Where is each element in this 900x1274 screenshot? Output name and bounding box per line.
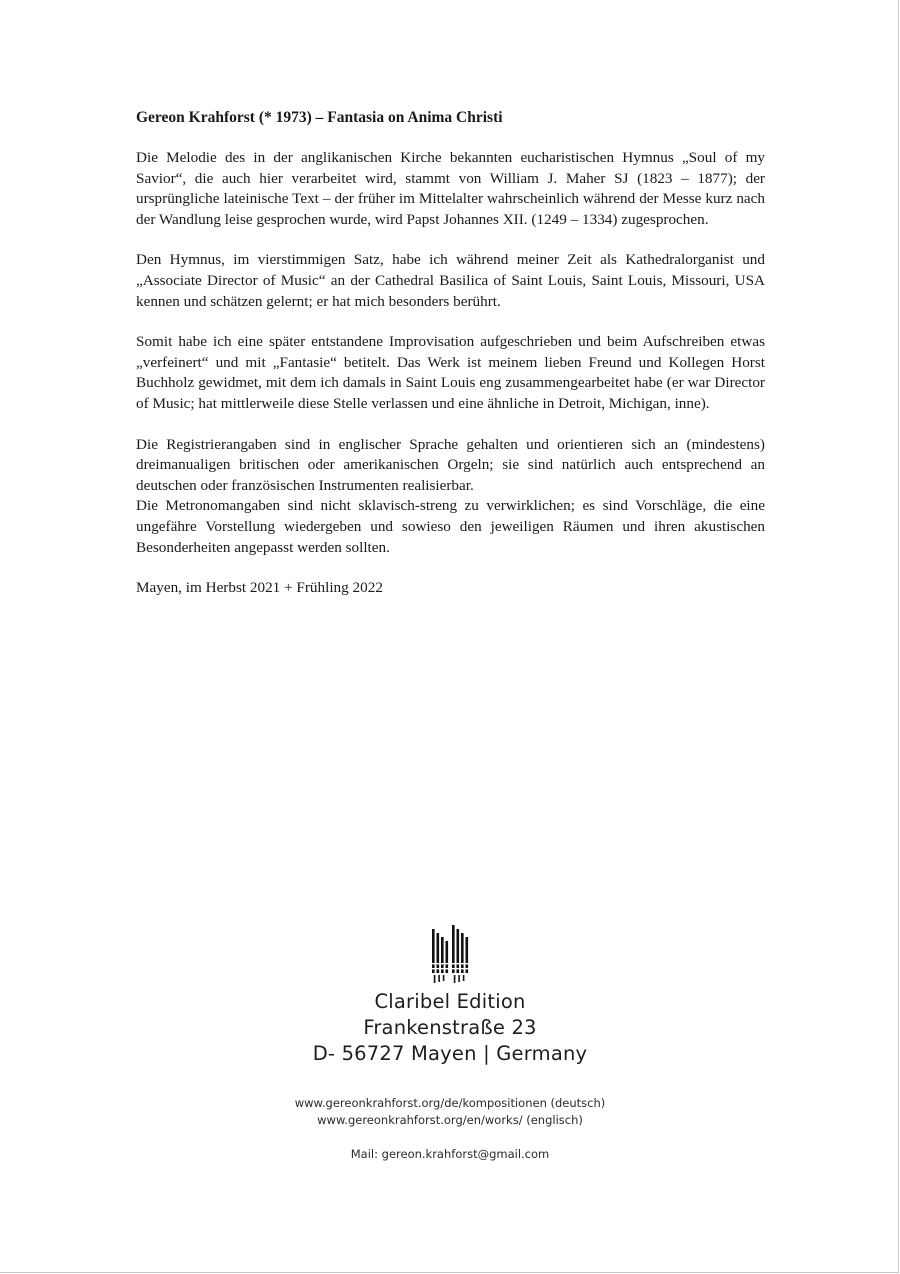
document-title: Gereon Krahforst (* 1973) – Fantasia on Anima Christi	[136, 109, 503, 126]
paragraph-melody: Die Melodie des in der anglikanischen Kirche bekannten eucharistischen Hymnus „Soul of my Savior“, die auch hier verarbeitet wird, stammt von William J. Maher SJ (1823 – 1877); der ursprüngliche lateinische Text – der früher im Mittelalter wahrscheinlich während der Messe kurz nach der Wandlung leise gesprochen wurde, wird Papst Johannes XII. (1249 – 1334) zugesprochen.	[136, 149, 765, 228]
organ-pipes-icon	[430, 925, 470, 985]
email-link[interactable]: Mail: gereon.krahforst@gmail.com	[350, 1147, 550, 1161]
paragraph-metronome: Die Metronomangaben sind nicht sklavisch-streng zu verwirklichen; es sind Vorschläge, die eine ungefähre Vorstellung wiedergeben und sowieso den jeweiligen Räumen und ihren akustischen Besonderheiten angepasst werden sollten.	[136, 497, 765, 556]
paragraph-hymn: Den Hymnus, im vierstimmigen Satz, habe ich während meiner Zeit als Kathedralorganist und „Associate Director of Music“ an der Cathedral Basilica of Saint Louis, Saint Louis, Missouri, USA kennen und schätzen gelernt; er hat mich besonders berührt.	[136, 251, 765, 310]
publisher-street: Frankenstraße 23	[363, 1016, 537, 1039]
paragraph-registration: Die Registrierangaben sind in englischer Sprache gehalten und orientieren sich an (mindestens) dreimanualigen britischen oder amerikanischen Orgeln; sie sind natürlich auch entsprechend an deutschen oder französischen Instrumenten realisierbar.	[136, 435, 765, 494]
website-link-de[interactable]: www.gereonkrahforst.org/de/kompositionen (deutsch)	[294, 1096, 606, 1110]
signoff: Mayen, im Herbst 2021 + Frühling 2022	[136, 579, 383, 597]
publisher-city-country: D- 56727 Mayen | Germany	[312, 1042, 588, 1065]
publisher-name: Claribel Edition	[374, 990, 526, 1013]
publisher-footer	[0, 925, 900, 1163]
web-links	[0, 1095, 900, 1129]
website-link-en[interactable]: www.gereonkrahforst.org/en/works/ (englisch)	[317, 1113, 583, 1127]
document-body	[136, 108, 765, 598]
paragraph-improvisation: Somit habe ich eine später entstandene Improvisation aufgeschrieben und beim Aufschreiben etwas „verfeinert“ und mit „Fantasie“ betitelt. Das Werk ist meinem lieben Freund und Kollegen Horst Buchholz gewidmet, mit dem ich damals in Saint Louis eng zusammengearbeitet habe (er war Director of Music; hat mittlerweile diese Stelle verlassen und eine ähnliche in Detroit, Michigan, inne).	[136, 333, 765, 412]
